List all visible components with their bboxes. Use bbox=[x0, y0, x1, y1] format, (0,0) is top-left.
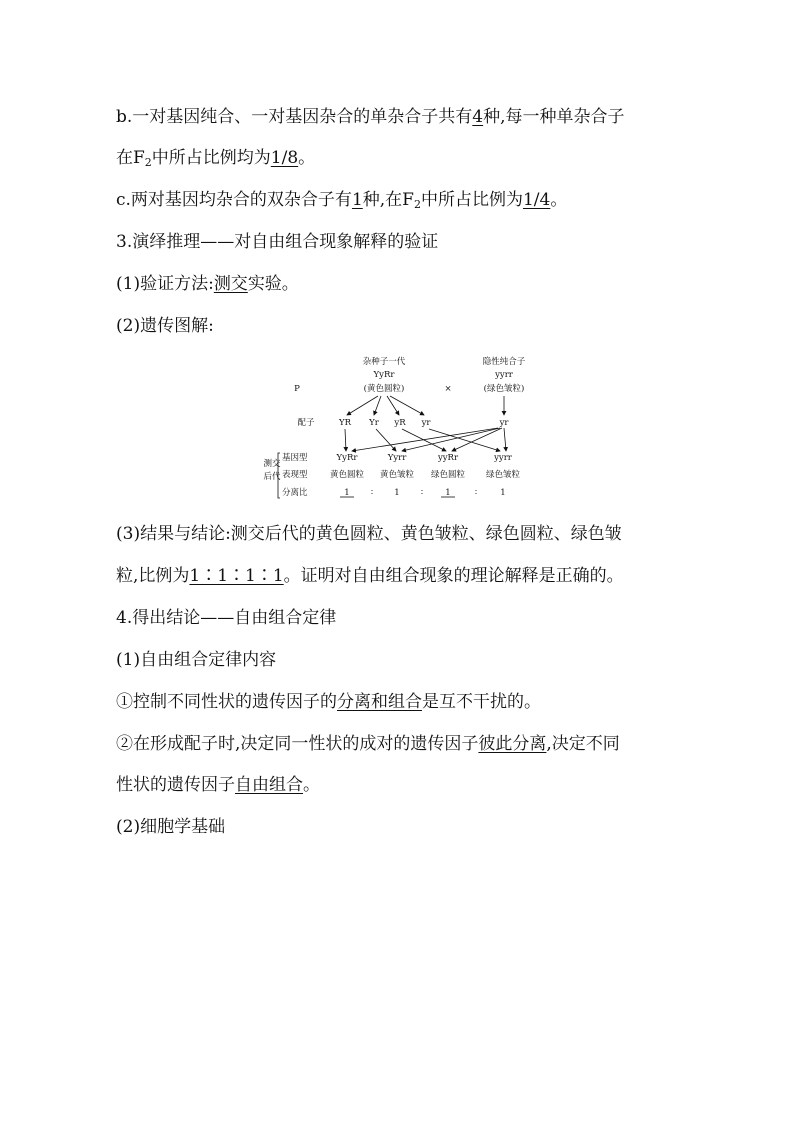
gamete-row-label: 配子 bbox=[297, 418, 315, 428]
parent2-title: 隐性纯合子 bbox=[482, 357, 526, 367]
gamete-2: Yr bbox=[369, 418, 379, 428]
answer-blank: 测交 bbox=[213, 274, 248, 294]
line-result-2 bbox=[116, 564, 624, 588]
testcross-genetic-diagram bbox=[256, 350, 538, 500]
offspring-genotype-2: Yyrr bbox=[387, 453, 407, 463]
section-3-heading: 3.演绎推理——对自由组合现象解释的验证 bbox=[116, 232, 439, 252]
text: 中所占比例均为 bbox=[151, 148, 271, 168]
answer-blank: 1/8 bbox=[270, 148, 299, 168]
row-label-phenotype: 表现型 bbox=[282, 470, 308, 480]
gamete-parent2: yr bbox=[499, 418, 509, 428]
offspring-genotype-1: YyRr bbox=[336, 453, 358, 463]
parent1-genotype: YyRr bbox=[373, 370, 395, 380]
offspring-phenotype-4: 绿色皱粒 bbox=[485, 470, 521, 480]
answer-blank: 彼此分离 bbox=[478, 734, 547, 754]
text: 。 bbox=[303, 775, 320, 795]
row-label-ratio: 分离比 bbox=[282, 488, 308, 498]
answer-blank: 4 bbox=[472, 107, 484, 127]
line-b-1 bbox=[116, 105, 625, 129]
subscript: 2 bbox=[144, 156, 152, 169]
text: 性状的遗传因子 bbox=[116, 775, 235, 795]
section-4-heading: 4.得出结论——自由组合定律 bbox=[116, 608, 337, 628]
answer-blank: 1/4 bbox=[522, 190, 551, 210]
text: ②在形成配子时,决定同一性状的成对的遗传因子 bbox=[116, 734, 479, 754]
text: 。 bbox=[298, 148, 316, 168]
ratio-1: 1 bbox=[344, 488, 350, 498]
text: ①控制不同性状的遗传因子的 bbox=[116, 692, 337, 712]
answer-blank: 自由组合 bbox=[235, 775, 303, 795]
offspring-genotype-4: yyrr bbox=[494, 453, 512, 463]
parent2-phenotype: (绿色皱粒) bbox=[483, 384, 525, 394]
cross-symbol: × bbox=[444, 384, 452, 394]
parent1-phenotype: (黄色圆粒) bbox=[363, 384, 405, 394]
text: 在F bbox=[116, 148, 145, 168]
ratio-3: 1 bbox=[445, 488, 451, 498]
subscript: 2 bbox=[413, 198, 421, 211]
answer-blank: 1∶1∶1∶1 bbox=[189, 566, 284, 586]
line-b-2 bbox=[116, 146, 315, 175]
line-cell-basis: (2)细胞学基础 bbox=[116, 817, 226, 837]
line-diagram-label: (2)遗传图解: bbox=[116, 316, 214, 336]
ratio-separator: ∶ bbox=[474, 488, 478, 498]
text: 是互不干扰的。 bbox=[422, 692, 541, 712]
text: (1)验证方法: bbox=[116, 274, 214, 294]
line-method bbox=[116, 272, 299, 296]
gamete-4: yr bbox=[421, 418, 431, 428]
gamete-3: yR bbox=[394, 418, 406, 428]
line-law-1 bbox=[116, 690, 541, 714]
ratio-separator: ∶ bbox=[420, 488, 424, 498]
offspring-genotype-3: yyRr bbox=[437, 453, 459, 463]
ratio-separator: ∶ bbox=[370, 488, 374, 498]
text: 中所占比例为 bbox=[420, 190, 523, 210]
parent1-title: 杂种子一代 bbox=[362, 357, 406, 367]
text: 。证明对自由组合现象的理论解释是正确的。 bbox=[283, 566, 624, 586]
line-law-content: (1)自由组合定律内容 bbox=[116, 650, 277, 670]
answer-blank: 分离和组合 bbox=[337, 692, 422, 712]
text: 种,每一种单杂合子 bbox=[483, 107, 625, 127]
text: 粒,比例为 bbox=[116, 566, 190, 586]
offspring-phenotype-1: 黄色圆粒 bbox=[329, 470, 365, 480]
text: ,决定不同 bbox=[546, 734, 620, 754]
row-label-genotype: 基因型 bbox=[282, 453, 308, 463]
line-result-1: (3)结果与结论:测交后代的黄色圆粒、黄色皱粒、绿色圆粒、绿色皱 bbox=[116, 524, 622, 544]
offspring-phenotype-3: 绿色圆粒 bbox=[430, 470, 466, 480]
line-c bbox=[116, 188, 567, 217]
answer-blank: 1 bbox=[351, 190, 363, 210]
text: c.两对基因均杂合的双杂合子有 bbox=[116, 190, 352, 210]
ratio-4: 1 bbox=[500, 488, 506, 498]
text: b.一对基因纯合、一对基因杂合的单杂合子共有 bbox=[116, 107, 473, 127]
parent2-genotype: yyrr bbox=[495, 370, 513, 380]
text: 。 bbox=[550, 190, 568, 210]
generation-p-label: P bbox=[294, 384, 300, 394]
line-law-2 bbox=[116, 732, 620, 756]
offspring-phenotype-2: 黄色皱粒 bbox=[379, 470, 415, 480]
text: 种,在F bbox=[362, 190, 414, 210]
offspring-label-1: 测交 bbox=[263, 459, 281, 469]
line-law-3 bbox=[116, 773, 320, 797]
ratio-2: 1 bbox=[394, 488, 400, 498]
offspring-label-2: 后代 bbox=[263, 472, 281, 482]
gamete-1: YR bbox=[338, 418, 352, 428]
text: 实验。 bbox=[247, 274, 299, 294]
